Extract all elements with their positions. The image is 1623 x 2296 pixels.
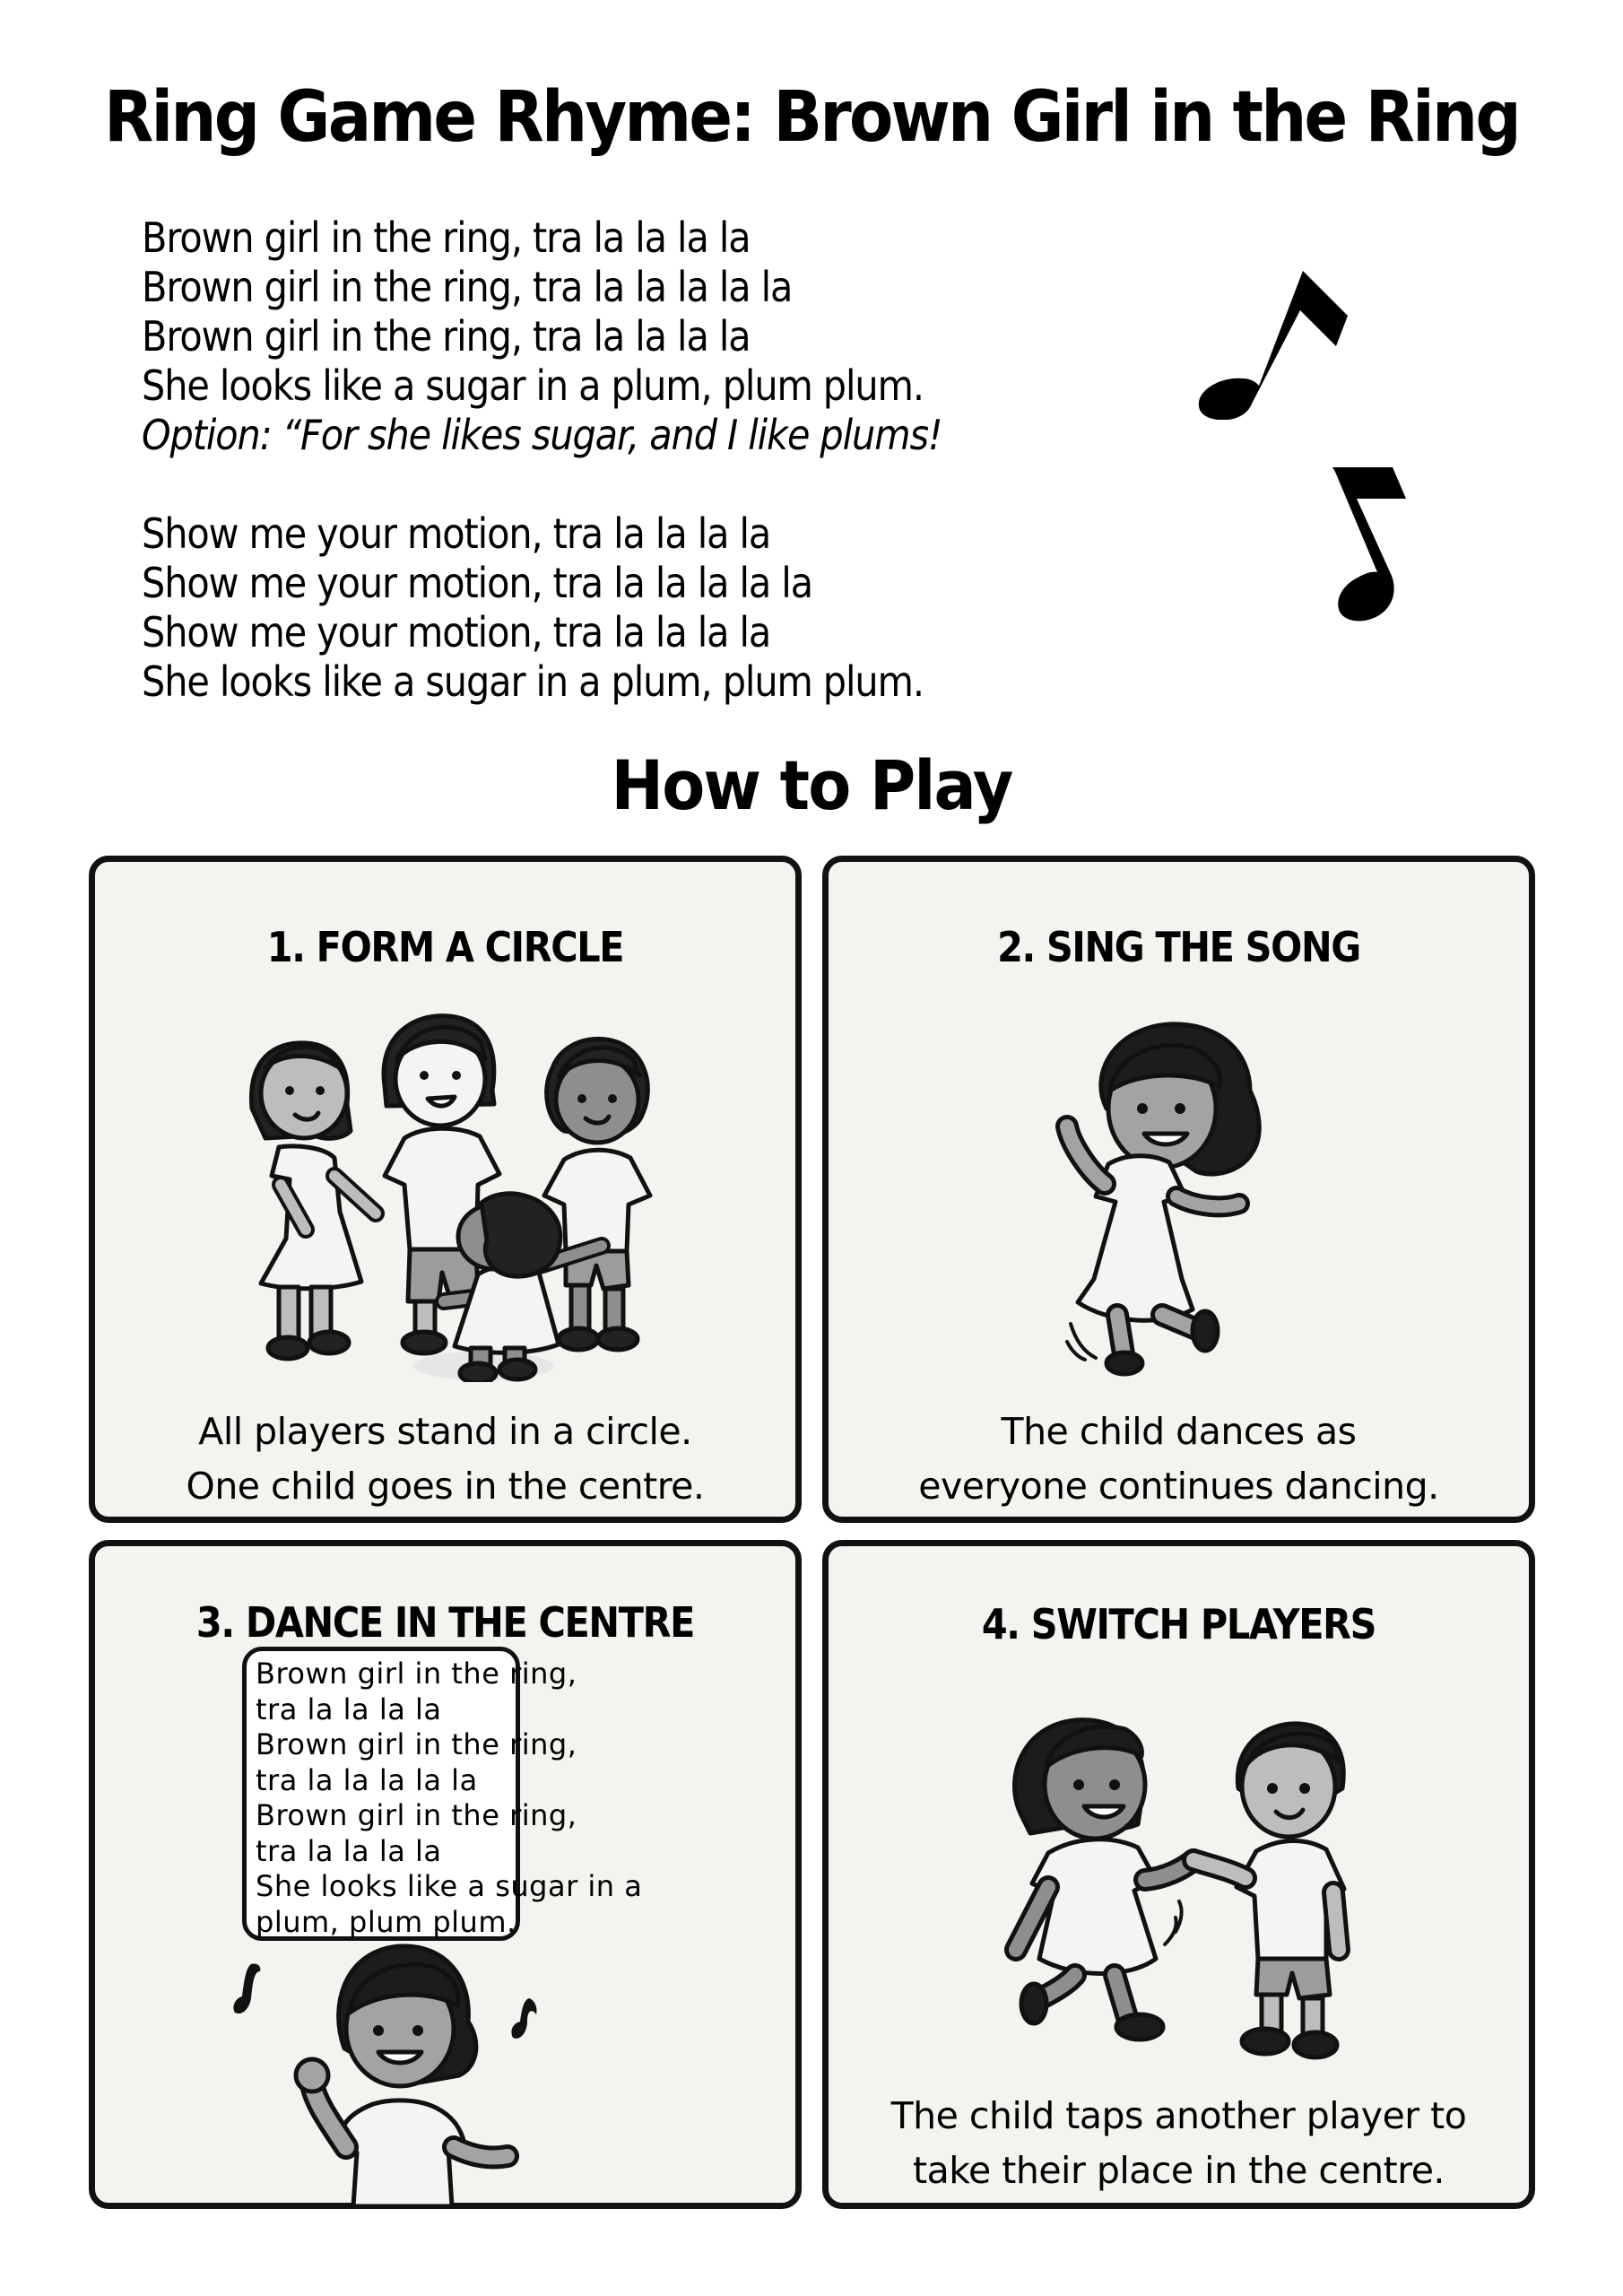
step-description: The child dances as everyone continues dancing. [918,1410,1439,1508]
lyric-line: She looks like a sugar in a plum, plum plum. [142,361,924,410]
step-card-sing-song [822,856,1535,1523]
eighth-note-icon [1198,267,1359,420]
step-title: 2. SING THE SONG [997,923,1360,971]
lyric-line: Show me your motion, tra la la la la la [142,559,813,607]
lyric-line: Show me your motion, tra la la la la [142,608,771,657]
step-title: 1. FORM A CIRCLE [266,923,624,971]
lyric-line: She looks like a sugar in a plum, plum plum. [142,657,924,706]
step-description: The child taps another player to take their place in the centre. [890,2094,1467,2192]
step-card-dance-centre [89,1540,802,2209]
section-title: How to Play [611,745,1012,825]
dancing-girl-illustration [1044,1019,1331,1378]
lyric-line: Brown girl in the ring, tra la la la la [142,213,751,262]
eighth-note-icon [1332,463,1413,633]
lyrics-speech-bubble: Brown girl in the ring, tra la la la la Brown girl in the ring, tra la la la la la Brown girl in the ring, tra la la la la She looks like a sugar in a plum, plum plum. [242,1647,520,1941]
page-title: Ring Game Rhyme: Brown Girl in the Ring [104,77,1519,158]
step-title: 4. SWITCH PLAYERS [981,1600,1376,1648]
lyric-line: Show me your motion, tra la la la la [142,509,771,558]
step-title: 3. DANCE IN THE CENTRE [195,1598,695,1647]
step-description: All players stand in a circle. One child goes in the centre. [186,1410,705,1508]
verse-gap [142,460,942,509]
switch-players-illustration [994,1690,1371,2066]
lyric-option: Option: “For she likes sugar, and I like plums! [142,411,942,459]
lyric-line: Brown girl in the ring, tra la la la la la [142,263,793,311]
step-card-switch-players [822,1540,1535,2209]
lyrics [142,213,942,707]
lyric-line: Brown girl in the ring, tra la la la la [142,312,751,361]
singing-girl-illustration [230,1941,606,2206]
step-card-form-circle [89,856,802,1523]
children-circle-illustration [225,1005,664,1382]
